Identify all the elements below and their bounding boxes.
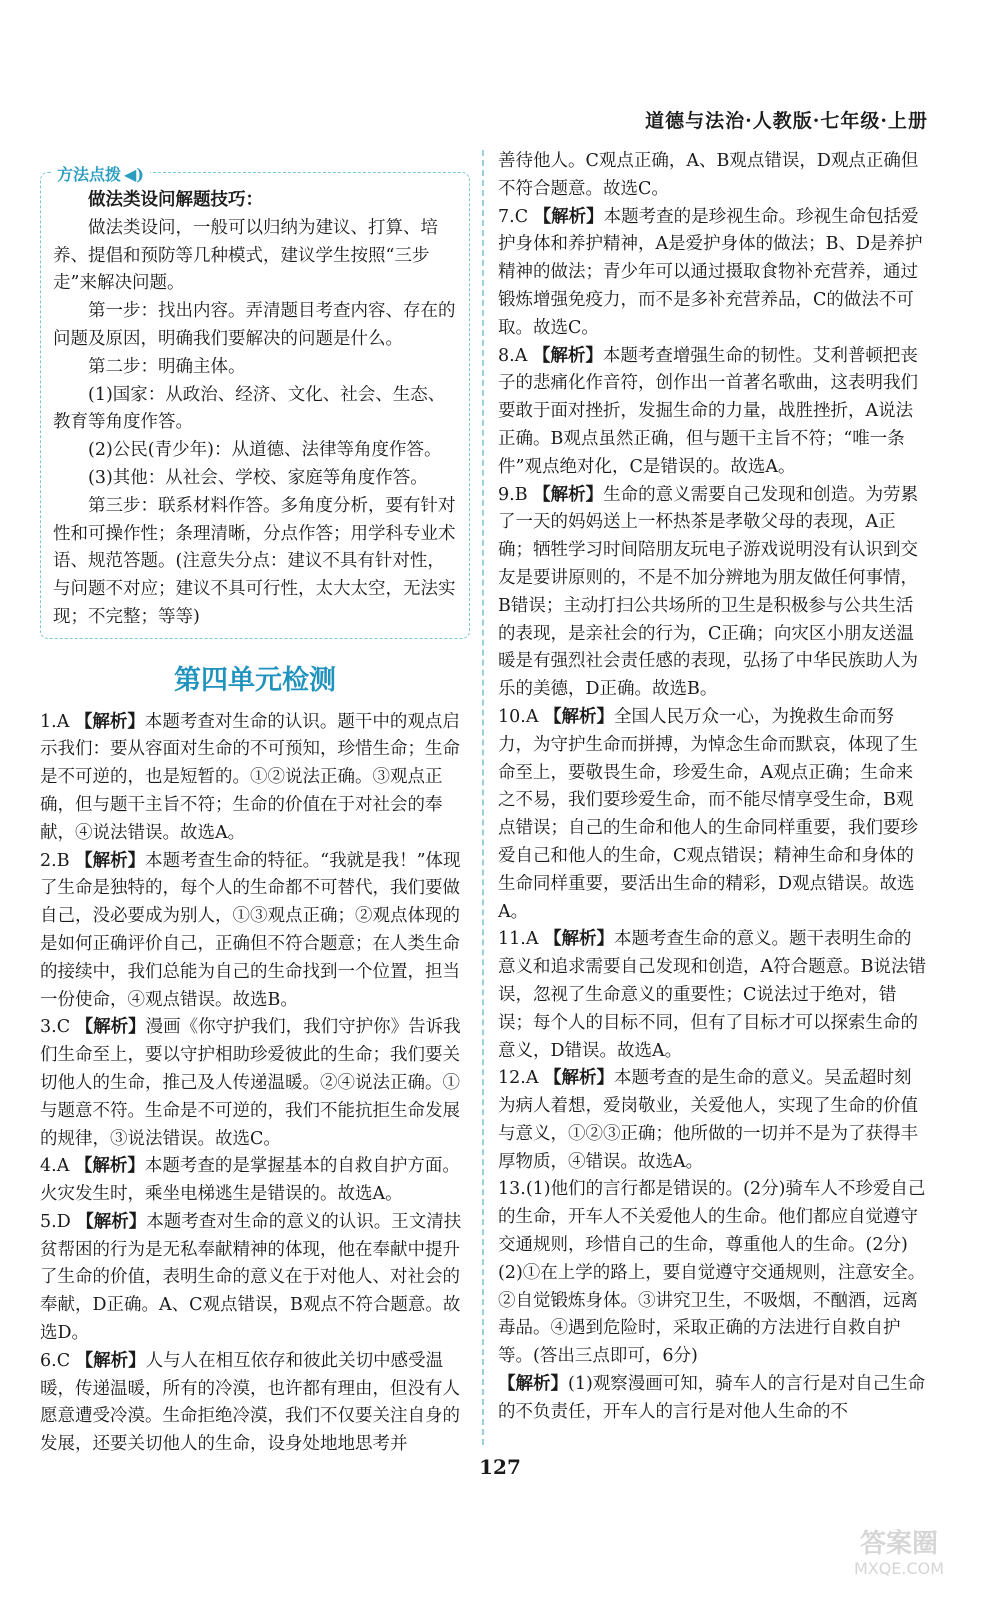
answer-number: 5.D: [40, 1211, 71, 1232]
analysis-tag: 【解析】: [533, 206, 604, 227]
analysis-tag: 【解析】: [544, 929, 615, 950]
speaker-icon: ◀): [124, 165, 144, 184]
method-tip-label: 方法点拨: [57, 165, 122, 184]
answer-number: 3.C: [40, 1017, 71, 1038]
watermark-url: MXQE.COM: [853, 1559, 945, 1578]
analysis-tag: 【解析】: [532, 345, 603, 366]
answer-item: [40, 1348, 470, 1459]
left-column: [40, 160, 470, 1459]
answer-text: (1)他们的言行都是错误的。(2分)骑车人不珍爱自己的生命，开车人不关爱他人的生命。他们都应自觉遵守交通规则，珍惜自己的生命，尊重他人的生命。(2分): [498, 1179, 926, 1256]
answer-number: 4.A: [40, 1156, 70, 1177]
page-number: 127: [479, 1455, 521, 1479]
tip-paragraph: 做法类设问，一般可以归纳为建议、打算、培养、提倡和预防等几种模式，建议学生按照“三步走”来解决问题。: [53, 217, 438, 294]
analysis-tag: 【解析】: [544, 706, 615, 727]
tip-paragraph: (1)国家：从政治、经济、文化、社会、生态、教育等角度作答。: [53, 384, 446, 433]
analysis-tag: 【解析】: [76, 1211, 147, 1232]
answer-text: 本题考查增强生命的韧性。艾利普顿把丧子的悲痛化作音符，创作出一首著名歌曲，这表明我们要敢于面对挫折，发掘生命的力量，战胜挫折，A说法正确。B观点虽然正确，但与题干主旨不符；“唯一条件”观点绝对化，C是错误的。故选A。: [498, 345, 918, 477]
answer-number: 2.B: [40, 850, 70, 871]
answer-item: [498, 704, 926, 926]
answer-item: [498, 204, 926, 343]
answer-text: 本题考查对生命的意义的认识。王文清扶贫帮困的行为是无私奉献精神的体现，他在奉献中提升了生命的价值，表明生命的意义在于对他人、对社会的奉献，D正确。A、C观点错误，B观点不符合题意。故选D。: [40, 1211, 462, 1344]
answer-number: 11.A: [498, 929, 539, 950]
analysis-tag: 【解析】: [74, 1156, 145, 1177]
answer-text: (1)观察漫画可知，骑车人的言行是对自己生命的不负责任，开车人的言行是对他人生命的不: [498, 1374, 926, 1422]
answer-text: 本题考查生命的意义。题干表明生命的意义和追求需要自己发现和创造，A符合题意。B说法错误，忽视了生命意义的重要性；C说法过于绝对，错误；每个人的目标不同，但有了目标才可以探索生命的意义，D错误。故选A。: [498, 929, 926, 1061]
answer-number: 8.A: [498, 345, 528, 366]
answer-number: 12.A: [498, 1068, 539, 1089]
analysis-tag: 【解析】: [74, 711, 145, 732]
analysis-tag: 【解析】: [533, 484, 604, 505]
answer-item: [40, 1153, 470, 1209]
answer-text: 人与人在相互依存和彼此关切中感受温暖，传递温暖，所有的冷漠，也许都有理由，但没有人愿意遭受冷漠。生命拒绝冷漠，我们不仅要关注自身的发展，还要关切他人的生命，设身处地地思考并: [40, 1350, 460, 1455]
answer-text: 本题考查对生命的认识。题干中的观点启示我们：要从容面对生命的不可预知，珍惜生命；生命是不可逆的，也是短暂的。①②说法正确。③观点正确，但与题干主旨不符；生命的价值在于对社会的奉献，④说法错误。故选A。: [40, 711, 460, 843]
answer-item-13-part2: (2)①在上学的路上，要自觉遵守交通规则，注意安全。②自觉锻炼身体。③讲究卫生，不吸烟，不酗酒，远离毒品。④遇到危险时，采取正确的方法进行自救自护等。(答出三点即可，6分): [498, 1262, 926, 1367]
answer-item: [498, 343, 926, 482]
answer-number: 7.C: [498, 206, 529, 227]
tip-title: 做法类设问解题技巧：: [88, 190, 263, 210]
answer-item: [498, 926, 926, 1065]
answer-number: 9.B: [498, 484, 528, 505]
answer-number: 13.: [498, 1179, 526, 1200]
watermark-main: 答案圈: [859, 1529, 939, 1559]
answer-text: 本题考查的是生命的意义。吴孟超时刻为病人着想，爱岗敬业，关爱他人，实现了生命的价值与意义，①②③正确；他所做的一切并不是为了获得丰厚物质，④错误。故选A。: [498, 1068, 918, 1172]
answer-text: 漫画《你守护我们，我们守护你》告诉我们生命至上，要以守护相助珍爱彼此的生命；我们要关切他人的生命，推己及人传递温暖。②④说法正确。①与题意不符。生命是不可逆的，我们不能抗拒生命发展的规律，③说法错误。故选C。: [40, 1017, 461, 1149]
answer-item-13-analysis: [498, 1371, 926, 1427]
tip-paragraph: 第二步：明确主体。: [88, 356, 246, 377]
watermark-logo: [817, 1522, 982, 1582]
answer-text: 生命的意义需要自己发现和创造。为劳累了一天的妈妈送上一杯热茶是孝敬父母的表现，A正确；牺牲学习时间陪朋友玩电子游戏说明没有认识到交友是要讲原则的，不是不加分辨地为朋友做任何事情，B错误；主动打扫公共场所的卫生是积极参与公共生活的表现，是亲社会的行为，C正确；向灾区小朋友送温暖是有强烈社会责任感的表现，弘扬了中华民族助人为乐的美德，D正确。故选B。: [498, 484, 919, 700]
method-tip-tag: [51, 161, 150, 189]
tip-paragraph: (3)其他：从社会、学校、家庭等角度作答。: [88, 467, 428, 488]
analysis-tag: 【解析】: [75, 850, 146, 871]
tip-paragraph: 第一步：找出内容。弄清题目考查内容、存在的问题及原因，明确我们要解决的问题是什么。: [53, 301, 456, 349]
answer-number: 1.A: [40, 711, 70, 732]
answer-item: [498, 1065, 926, 1176]
answer-number: 6.C: [40, 1350, 71, 1371]
answer-item: [40, 848, 470, 1015]
answer-text: 本题考查的是掌握基本的自救自护方面。火灾发生时，乘坐电梯逃生是错误的。故选A。: [40, 1156, 460, 1205]
answer-continuation: 善待他人。C观点正确，A、B观点错误，D观点正确但不符合题意。故选C。: [498, 151, 919, 199]
answer-item: [40, 709, 470, 848]
answer-number: 10.A: [498, 706, 539, 727]
analysis-tag: 【解析】: [75, 1017, 146, 1038]
analysis-tag: 【解析】: [544, 1068, 615, 1089]
tip-paragraph: (2)公民(青少年)：从道德、法律等角度作答。: [88, 440, 442, 461]
right-column: [498, 148, 926, 1427]
book-header: 道德与法治·人教版·七年级·上册: [645, 110, 928, 132]
section-title: 第四单元检测: [174, 664, 336, 696]
answer-item-13: [498, 1176, 926, 1259]
answer-item: [498, 482, 926, 704]
answer-item: [40, 1209, 470, 1348]
analysis-tag: 【解析】: [498, 1374, 568, 1395]
answer-text: 全国人民万众一心，为挽救生命而努力，为守护生命而拼搏，为悼念生命而默哀，体现了生命至上，要敬畏生命，珍爱生命，A观点正确；生命来之不易，我们要珍爱生命，而不能尽情享受生命，B观点错误；自己的生命和他人的生命同样重要，我们要珍爱自己和他人的生命，C观点错误；精神生命和身体的生命同样重要，要活出生命的精彩，D观点错误。故选A。: [498, 706, 918, 922]
answer-text: 本题考查生命的特征。“我就是我！”体现了生命是独特的，每个人的生命都不可替代，我们要做自己，没必要成为别人，①③观点正确；②观点体现的是如何正确评价自己，正确但不符合题意；在人类生命的接续中，我们总能为自己的生命找到一个位置，担当一份使命，④观点错误。故选B。: [40, 850, 461, 1010]
tip-paragraph: 第三步：联系材料作答。多角度分析，要有针对性和可操作性；条理清晰，分点作答；用学科专业术语、规范答题。(注意失分点：建议不具有针对性，与问题不对应；建议不具可行性，太大太空，无法实现；不完整；等等): [53, 495, 456, 627]
method-tip-box: [40, 165, 470, 639]
answer-text: 本题考查的是珍视生命。珍视生命包括爱护身体和养护精神，A是爱护身体的做法；B、D是养护精神的做法；青少年可以通过摄取食物补充营养，通过锻炼增强免疫力，而不是多补充营养品，C的做法不可取。故选C。: [498, 206, 923, 338]
column-divider: [482, 150, 484, 1445]
answer-item: [40, 1014, 470, 1153]
analysis-tag: 【解析】: [75, 1350, 146, 1371]
